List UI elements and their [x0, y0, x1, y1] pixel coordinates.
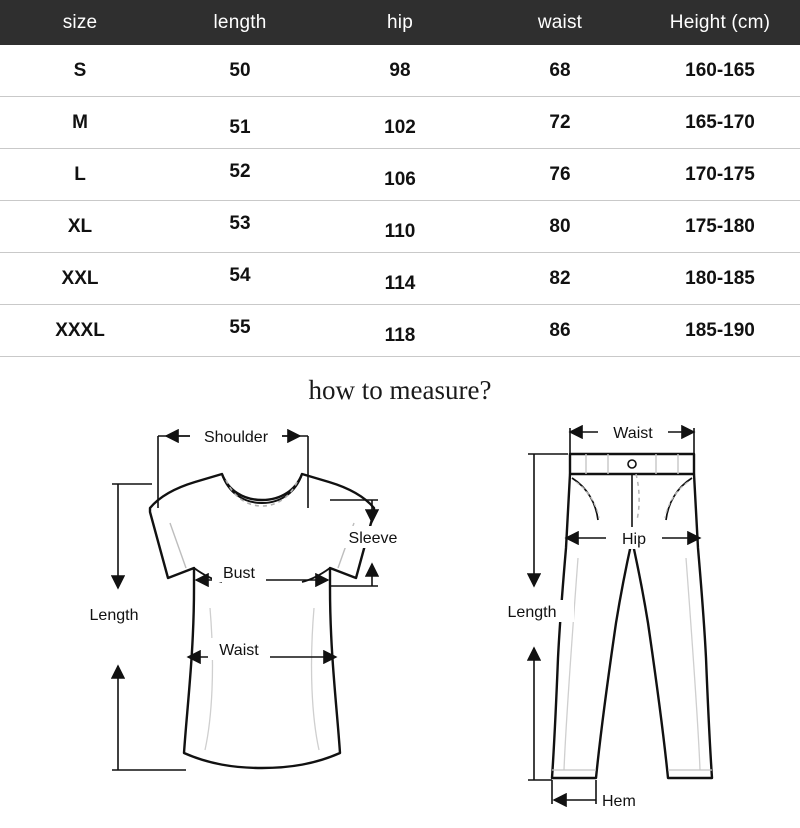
pants-waist-label: Waist: [613, 425, 653, 442]
table-row: [0, 97, 800, 149]
pants-illustration: [552, 454, 712, 778]
measurement-diagrams: [0, 408, 800, 828]
cell-waist: 76: [480, 149, 640, 201]
table-row: [0, 305, 800, 357]
pants-hem-label: Hem: [602, 793, 636, 810]
column-header-length: length: [160, 0, 320, 45]
shirt-waist-label: Waist: [219, 642, 259, 659]
cell-waist: 72: [480, 97, 640, 149]
shirt-shoulder-label: Shoulder: [203, 429, 269, 446]
column-header-waist: waist: [480, 0, 640, 45]
table-row: [0, 201, 800, 253]
how-to-measure-title: how to measure?: [308, 375, 492, 405]
cell-hip: 110: [320, 206, 480, 258]
cell-size: XXL: [0, 253, 160, 305]
pants-length-label: Length: [507, 604, 557, 621]
pants-hip-label: Hip: [621, 531, 647, 548]
cell-hip: 102: [320, 102, 480, 154]
size-table: [0, 0, 800, 357]
column-header-height: Height (cm): [640, 0, 800, 45]
tshirt-illustration: [150, 474, 374, 768]
cell-height: 175-180: [640, 201, 800, 253]
cell-hip: 118: [320, 310, 480, 362]
cell-waist: 82: [480, 253, 640, 305]
cell-size: L: [0, 149, 160, 201]
cell-length: 55: [160, 302, 320, 354]
table-row: [0, 253, 800, 305]
cell-size: M: [0, 97, 160, 149]
pants-hem-measure: [552, 780, 596, 804]
cell-height: 160-165: [640, 45, 800, 97]
cell-height: 170-175: [640, 149, 800, 201]
cell-height: 180-185: [640, 253, 800, 305]
table-header-row: [0, 0, 800, 45]
cell-hip: 98: [320, 45, 480, 97]
cell-hip: 114: [320, 258, 480, 310]
cell-length: 54: [160, 250, 320, 302]
cell-waist: 86: [480, 305, 640, 357]
column-header-size: size: [0, 0, 160, 45]
shirt-length-label: Length: [89, 607, 139, 624]
cell-waist: 68: [480, 45, 640, 97]
table-row: [0, 45, 800, 97]
cell-size: S: [0, 45, 160, 97]
shirt-sleeve-label: Sleeve: [348, 530, 398, 547]
cell-height: 185-190: [640, 305, 800, 357]
shirt-length-measure: [112, 484, 186, 770]
shirt-bust-label: Bust: [222, 565, 256, 582]
cell-hip: 106: [320, 154, 480, 206]
cell-length: 50: [160, 45, 320, 97]
column-header-hip: hip: [320, 0, 480, 45]
cell-size: XXXL: [0, 305, 160, 357]
cell-size: XL: [0, 201, 160, 253]
cell-height: 165-170: [640, 97, 800, 149]
cell-length: 53: [160, 198, 320, 250]
cell-length: 51: [160, 102, 320, 154]
table-row: [0, 149, 800, 201]
cell-waist: 80: [480, 201, 640, 253]
cell-length: 52: [160, 146, 320, 198]
